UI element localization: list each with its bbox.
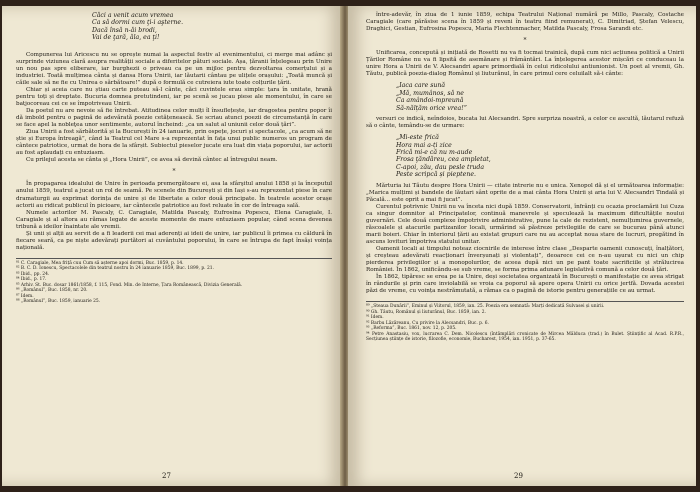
poem-line: Vai de ţară, ăla, ea ţi! xyxy=(92,34,160,42)
poem-line: Hora mai a-ți zice xyxy=(396,141,452,149)
poem-line: „Mă, mumânos, să ne xyxy=(396,89,464,97)
poem-line: Ca amândoi-mpreună xyxy=(396,97,464,105)
right-page-content xyxy=(366,12,684,343)
page-number: 29 xyxy=(514,472,523,480)
paragraph: Oamenii locali ai timpului noteaz ciocnirile de interese între clase „Desparte oamenii cunoscuți, înalțători, și creșteau adevărati reacționari înverșunați și violentați”, deoarece cei ce n-au ușurat cu nici un chip pierderea privilegiilor și a monopolurilor, de aceea după nici un pe pant toate sacrificiile și strălucirea României. În 1862, unificându-se sub vreme, se forma prima adunare legislativă comună a celor două țări. xyxy=(366,245,684,274)
paragraph: versuri ce indică, neîndoios, bucata lui Alecsandri. Spre surpriza noastră, a celor ce ascultă, lăutarul refuză să o cânte, temându-se de urmare: xyxy=(366,116,684,130)
right-page xyxy=(348,6,696,486)
left-page-content xyxy=(16,12,332,305)
poem-line: Peste scripcă și pieptene. xyxy=(396,171,476,179)
poem-line: „Mi-este frică xyxy=(396,134,439,142)
section-divider-icon: * xyxy=(523,37,527,45)
paragraph: Unificarea, concepută și inițiată de Rosetti nu va fi tocmai trainică, după cum nici acțiunea politică a Unirii Țărilor Române nu va fi lipsită de asemănare și frământări. La înțelegerea acestor mișcări ce conduceau la unire Hora a Unirii de V. Alecsandri apare primordială în celui ridicolului antiunionist. Un poet al vremii, Gh. Tăutu, publică poezia-dialog Românul și liuturănul, în care primul cere celuilalt să-i cânte: xyxy=(366,50,684,78)
poem-line: Dacă însă n-ăi brodi, xyxy=(92,26,157,34)
footnote: ⁸⁵ Arhiv. St. Buc. dosar 1861/1858, f. 115, Fond. Min. de Interne, Țara Românească, Divizia Generală. xyxy=(16,282,243,288)
footnote: ⁸⁴ Ibid., p. 17. xyxy=(16,277,47,283)
section-divider-icon: * xyxy=(172,168,176,176)
poem-line: C-apoi, zău, dau pesle truda xyxy=(396,163,485,171)
footnote: ⁸² B. C. D. Ionescu, Spectacolele din teatrul nostru în 24 ianuarie 1859, Buc. 1899, p. 21. xyxy=(16,266,214,272)
left-poem xyxy=(92,12,332,42)
footnote: ⁸⁸ „Românul”, Buc. 1859, ianuarie 25. xyxy=(16,299,101,305)
paragraph: În 1862, tipăresc se erea pe ia Unire, deși societatea organizată în București o manifestație ce avea strigat în rândurile și prin care inviolabilă se vroia ca poporul să apere opera Unirii cu orice jertfă. Dovada acestei păzi de vreme, cu voința nestrămutată, a rămas ca o pagină de istorie pentru generațiile ce au urmat. xyxy=(366,274,684,295)
footnote: ⁹¹ Idem. xyxy=(366,315,384,321)
poem-line: Căci a venit acum vremea xyxy=(92,12,174,19)
footnote: ⁸⁶ „Românul”, Buc. 1858, nr. 20. xyxy=(16,288,88,294)
footnote: ⁸³ Ibid., pp. 24. xyxy=(16,271,50,277)
footnote: ⁸⁷ Idem. xyxy=(16,293,34,299)
poem-line: Ca să dormi cum ţi-i aşternе. xyxy=(92,19,184,27)
page-number: 27 xyxy=(162,472,171,480)
footnotes xyxy=(16,258,332,305)
footnote: ⁹⁰ Gh. Tăutu, Românul și liuturănul, Buc. 1859, ian. 2. xyxy=(366,309,486,315)
paragraph: În propagarea idealului de Unire în perioada premergătoare ei, asa la sfârşitul anului 1858 și la începutul anului 1859, teatrul a jucat un rol de seamă. Pe scenele din București și din Iași s-au reprezentat piese în care dramaturgii au exprimat dorința de unire și de libertate a celor două principate. În teatrele acestor orașe actorii au ridicat publicul în picioare, iar cântecele patriotice au fost reluate în cor de întreaga sală. xyxy=(16,181,332,209)
footnote: ⁹² Barbu Lăzăreanu, Cu privire la Alecsandri, Buc. p. 6. xyxy=(366,320,489,326)
left-page xyxy=(2,6,342,486)
footnote: ⁸⁹ „Steaua Dunării”, Eminul și Viitorul, 1859, ian. 25. Poezia era semnată: Marți dedicată Sulvasei și unirii. xyxy=(366,304,605,310)
paragraph: Mărturia lui Tăutu despre Hora Unirii — citate intrerie nu e unica. Xenopol dă și el următoarea informație: „Marica mulțimi și bandele de lăutari sânt oprite de a mai cânta Hora Unirii și aria lui V. Alecsandri Tindală și Păcală... este oprit a mai fi jucat”. xyxy=(366,182,684,203)
paragraph: Numele actorilor M. Pascaly, C. Caragiale, Matilda Pascaly, Eufrosina Popescu, Elena Caragiale, I. Caragiale și al altora au rămas legate de aceste momente de mare entuziasm popular, când scena devenea tribună a ideilor înaintate ale vremii. xyxy=(16,209,332,230)
paragraph: Și unii și alții au servit de a fi leaderii cei mai aderenți ai ideii de unire, iar publicul îi primea cu căldură în fiecare seară, ca pe niște adevărați purtători ai cuvântului poporului, în care se întrupa de fapt însăși voința națională. xyxy=(16,230,332,251)
paragraph: Da poetul nu are nevoie să fie întrebat. Atitudinea celor mulți îl însuflețește, iar dragostea pentru popor îi dă imbold pentru o pagină de adevărată poezie cetățenească. Se scriau atunci poezii de circumstanță în care se face apel la nobleţea unor sentimente, autorul încheind: „ca un salut al uniunii celor două țări”. xyxy=(16,108,332,129)
footnote: ⁹⁴ Petre Anastasiu, vox, lucrarea C. Dem. Nicolescu (întâmplări cronicate de Mircea Mălduca (trad.) în Bulet. Științific al Acad. R.P.R., Secțiunea științe de istorie, filozofie, economie, Bucharest, 1954, ian. 1951, p. 37-65. xyxy=(366,331,684,343)
paragraph: Chiar și aceia care nu știau carte puteau să-l cânte, căci cuvintele erau simple: țara în unitate, hrană pentru toți și dreptate. Bucuria domnea pretutindeni, iar pe scenă se jucau piese ale momentului, în care se batjocoreau cei ce se împotriveau Unirii. xyxy=(16,86,332,107)
poem-line: Să-nălțăm orice vrea!” xyxy=(396,104,467,112)
poem-line: Frică mi-e că nu m-aude xyxy=(396,148,473,156)
paragraph: Curentul potrivnic Unirii nu va înceta nici după 1859. Conservatorii, înfrânți cu ocazia proclamării lui Cuza ca singur domnitor al Principatelor, continuă manevrele și speculează la maximum dificultățile noului guvernări. Cele două complexe împotrivire administrative, pune la cale de rezistent, nemulțumirea guvernele, răscoalele și atacurile partizanilor locali, urmărind să păstreze privilegiile de care se bucurau până atunci marii boieri. Chiar în interiorul țării au existat grupuri care nu au acceptat noua stare de lucruri, pregătind în ascuns lovituri împotriva statului unitar. xyxy=(366,203,684,245)
footnote: ⁸¹ C. Caragiale, Mea friță cuu Cum să așterne apoi dormi, Buc. 1859, p. 14. xyxy=(16,260,184,266)
footnote: ⁹³ „Reforma”, Buc. 1861, nov. 12, p. 205. xyxy=(366,326,457,332)
poem-line: „Iaca care sună xyxy=(396,82,446,90)
footnotes xyxy=(366,301,684,343)
paragraph: între-adevăr, în ziua de 1 iunie 1859, echipa Teatrului Național numără pe Millo, Pascaly, Costache Caragiale (care părăsise scena în 1859 și reveni în teatru fiind remunerat), C. Dimitriad, Ștefan Velescu, Draghici, Gestian, Eufrosina Popescu, Maria Flechtenmacher, Matilda Pascaly, Frosa Sarandi etc. xyxy=(366,12,684,33)
paragraph: Compunerea lui Aricescu nu se oprește numai la aspectul festiv al evenimentului, ci merge mai adânc și surprinde viziunea clară asupra realității sociale a diferitelor pături sociale. Așa, țăranii înțelegeau prin Unire un nou pas spre eliberare, iar burghezii o priveau ca pe un mijloc pentru dezvoltarea comerțului și a industriei. Toată mulțimea cânta și dansa Hora Unirii, iar lăutarii cântau pe ulițele orașului: „Toată muncă și căile sale să ne fie cu Unirea o sărbătoare!” după o formulă ce cutreiera iute toate colțurile țării. xyxy=(16,51,332,86)
paragraph: Ziua Unirii a fost sărbătorită și la București în 24 ianuarie, prin ospețe, jocuri și spectacole, „ca acum să ne știe și Europa întreagă”, când la Teatrul cel Mare s-a reprezentat în fața unui public numeros un program de cântece patriotice, urmat de hora de la sfârșit. Subiectul pieselor jucate era luat din viața poporului, iar actorii au fost aplaudați cu entuziasm. xyxy=(16,129,332,157)
paragraph: Cu prilejul acesta se cânta și „Hora Unirii”, ce avea să devină cântec al întregului neam. xyxy=(26,157,278,164)
right-poem-2 xyxy=(396,134,684,178)
poem-line: Frosa ţăndăreu, cea ampletat, xyxy=(396,156,491,164)
right-poem-1 xyxy=(396,82,684,112)
